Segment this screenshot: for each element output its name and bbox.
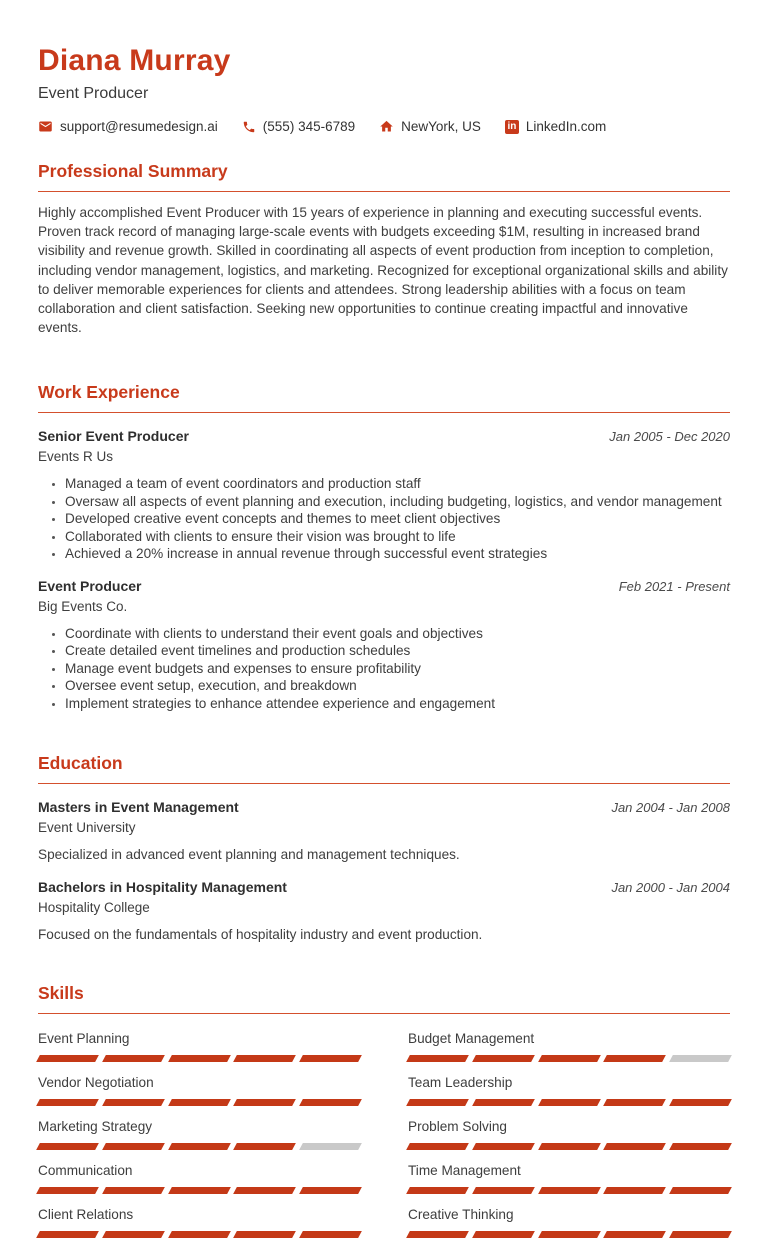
- skill-item: [408, 1074, 730, 1106]
- skill-bar-segment-filled: [538, 1055, 601, 1062]
- section-heading-skills: Skills: [38, 982, 730, 1014]
- skill-bar: [38, 1187, 360, 1194]
- contact-phone: [242, 119, 355, 134]
- contact-location: [379, 119, 481, 134]
- skill-bar-segment-filled: [36, 1099, 99, 1106]
- skill-bar-segment-filled: [102, 1187, 165, 1194]
- skill-bar-segment-filled: [234, 1143, 297, 1150]
- skill-bar-segment-filled: [669, 1099, 732, 1106]
- skill-bar: [38, 1055, 360, 1062]
- phone-icon: [242, 120, 256, 134]
- job-bullet-list: [38, 475, 730, 563]
- skill-item: [408, 1162, 730, 1194]
- bullet-item: • Developed creative event concepts and themes to meet client objectives: [65, 510, 730, 528]
- person-name: Diana Murray: [38, 44, 231, 77]
- job-dates: Jan 2005 - Dec 2020: [609, 429, 730, 445]
- skill-bar: [38, 1143, 360, 1150]
- bullet-item: • Create detailed event timelines and production schedules: [65, 642, 730, 660]
- skill-bar-segment-filled: [168, 1055, 231, 1062]
- degree-title: Masters in Event Management: [38, 799, 239, 816]
- contact-linkedin: [505, 119, 606, 134]
- person-job-title: Event Producer: [38, 85, 149, 102]
- degree-school: Hospitality College: [38, 900, 150, 916]
- skill-bar-segment-filled: [168, 1231, 231, 1238]
- skill-name: Client Relations: [38, 1207, 134, 1223]
- skill-bar-segment-filled: [406, 1187, 469, 1194]
- skill-bar-segment-filled: [604, 1187, 667, 1194]
- skill-bar-segment-filled: [36, 1187, 99, 1194]
- skill-bar-segment-filled: [299, 1187, 362, 1194]
- skill-name: Vendor Negotiation: [38, 1075, 154, 1091]
- section-work-experience: [38, 381, 730, 712]
- contact-phone-text: (555) 345-6789: [262, 119, 356, 134]
- skill-bar-segment-filled: [604, 1143, 667, 1150]
- bullet-item: • Manage event budgets and expenses to ensure profitability: [65, 660, 730, 678]
- job-company: Big Events Co.: [38, 598, 128, 614]
- skill-bar-segment-filled: [669, 1187, 732, 1194]
- skill-bar: [408, 1055, 730, 1062]
- education-entry: [38, 878, 730, 944]
- skill-bar-segment-filled: [299, 1099, 362, 1106]
- skill-name: Event Planning: [38, 1031, 130, 1047]
- skill-bar-segment-filled: [406, 1143, 469, 1150]
- skill-name: Marketing Strategy: [38, 1119, 153, 1135]
- degree-description: Focused on the fundamentals of hospitality industry and event production.: [38, 927, 483, 943]
- resume-header: [38, 44, 730, 134]
- section-professional-summary: [38, 160, 730, 337]
- skill-bar-segment-filled: [36, 1231, 99, 1238]
- skill-bar-segment-empty: [299, 1143, 362, 1150]
- bullet-item: • Achieved a 20% increase in annual revenue through successful event strategies: [65, 545, 730, 563]
- skill-bar: [38, 1099, 360, 1106]
- degree-dates: Jan 2004 - Jan 2008: [611, 800, 730, 816]
- section-heading-education: Education: [38, 752, 730, 784]
- skill-bar: [408, 1099, 730, 1106]
- email-icon: [38, 119, 53, 134]
- skill-bar-segment-filled: [299, 1231, 362, 1238]
- contact-linkedin-text: LinkedIn.com: [525, 119, 607, 134]
- skill-bar-segment-filled: [472, 1099, 535, 1106]
- bullet-item: • Coordinate with clients to understand their event goals and objectives: [65, 625, 730, 643]
- contact-location-text: NewYork, US: [401, 119, 481, 134]
- education-entry: [38, 798, 730, 864]
- skill-name: Budget Management: [408, 1031, 535, 1047]
- skill-bar-segment-filled: [168, 1143, 231, 1150]
- job-entry: [38, 577, 730, 713]
- degree-dates: Jan 2000 - Jan 2004: [611, 880, 730, 896]
- job-entry-head: [38, 577, 730, 595]
- skill-bar-segment-filled: [669, 1143, 732, 1150]
- skill-bar-segment-filled: [472, 1187, 535, 1194]
- job-title: Senior Event Producer: [38, 428, 189, 445]
- degree-school: Event University: [38, 820, 136, 836]
- skill-item: [408, 1118, 730, 1150]
- section-heading-summary: Professional Summary: [38, 160, 730, 192]
- job-bullet-list: [38, 625, 730, 713]
- skill-bar-segment-filled: [406, 1231, 469, 1238]
- skill-bar-segment-filled: [102, 1143, 165, 1150]
- education-entry-head: [38, 878, 730, 896]
- contact-row: [38, 119, 730, 134]
- skill-bar-segment-filled: [669, 1231, 732, 1238]
- skill-bar-segment-filled: [538, 1231, 601, 1238]
- job-entry-head: [38, 427, 730, 445]
- skill-bar-segment-filled: [538, 1143, 601, 1150]
- skill-bar: [408, 1187, 730, 1194]
- skill-name: Creative Thinking: [408, 1207, 514, 1223]
- skill-item: [38, 1206, 360, 1238]
- skill-bar: [38, 1231, 360, 1238]
- skill-bar-segment-filled: [472, 1231, 535, 1238]
- degree-title: Bachelors in Hospitality Management: [38, 879, 287, 896]
- skill-item: [38, 1074, 360, 1106]
- skill-bar-segment-filled: [406, 1055, 469, 1062]
- skill-bar-segment-filled: [538, 1187, 601, 1194]
- skill-bar-segment-filled: [538, 1099, 601, 1106]
- job-dates: Feb 2021 - Present: [618, 578, 730, 594]
- summary-text: Highly accomplished Event Producer with 15 years of experience in planning and executing successful events. Proven track record of managing large-scale events with budgets exceeding $1M, resulting in increased brand visibility and revenue growth. Skilled in coordinating all aspects of event production from inception to completion, including vendor management, logistics, and marketing. Recognized for exceptional organizational skills and ability to deliver memorable experiences for clients and attendees. Strong leadership abilities with a focus on team collaboration and client satisfaction. Seeking new opportunities to continue creating impactful and innovative events.: [38, 205, 728, 336]
- skill-item: [38, 1118, 360, 1150]
- bullet-item: • Collaborated with clients to ensure their vision was brought to life: [65, 528, 730, 546]
- skill-bar-segment-filled: [406, 1099, 469, 1106]
- section-education: [38, 752, 730, 944]
- skill-bar-segment-empty: [669, 1055, 732, 1062]
- contact-email: [38, 119, 218, 134]
- skill-bar-segment-filled: [234, 1187, 297, 1194]
- skill-name: Team Leadership: [408, 1075, 513, 1091]
- skill-name: Problem Solving: [408, 1119, 507, 1135]
- skill-bar-segment-filled: [36, 1055, 99, 1062]
- degree-description: Specialized in advanced event planning and management techniques.: [38, 847, 460, 863]
- skill-name: Time Management: [408, 1163, 521, 1179]
- bullet-item: • Managed a team of event coordinators and production staff: [65, 475, 730, 493]
- bullet-item: • Implement strategies to enhance attendee experience and engagement: [65, 695, 730, 713]
- bullet-item: • Oversaw all aspects of event planning and execution, including budgeting, logistics, and vendor management: [65, 493, 730, 511]
- skill-name: Communication: [38, 1163, 133, 1179]
- skill-item: [408, 1030, 730, 1062]
- skill-item: [38, 1030, 360, 1062]
- skill-bar: [408, 1231, 730, 1238]
- skill-bar-segment-filled: [299, 1055, 362, 1062]
- skill-bar-segment-filled: [234, 1231, 297, 1238]
- skill-bar-segment-filled: [168, 1099, 231, 1106]
- skills-grid: [38, 1030, 730, 1238]
- skill-bar-segment-filled: [604, 1055, 667, 1062]
- contact-email-text: support@resumedesign.ai: [60, 119, 218, 134]
- skill-bar-segment-filled: [102, 1231, 165, 1238]
- job-entry: [38, 427, 730, 563]
- skill-bar-segment-filled: [604, 1231, 667, 1238]
- skill-bar: [408, 1143, 730, 1150]
- section-skills: [38, 982, 730, 1238]
- bullet-item: • Oversee event setup, execution, and breakdown: [65, 677, 730, 695]
- home-icon: [379, 119, 394, 134]
- skill-bar-segment-filled: [234, 1055, 297, 1062]
- skill-item: [38, 1162, 360, 1194]
- job-company: Events R Us: [38, 449, 114, 465]
- skill-bar-segment-filled: [472, 1055, 535, 1062]
- job-title: Event Producer: [38, 577, 142, 594]
- skill-bar-segment-filled: [234, 1099, 297, 1106]
- skill-item: [408, 1206, 730, 1238]
- skill-bar-segment-filled: [102, 1099, 165, 1106]
- education-entry-head: [38, 798, 730, 816]
- skill-bar-segment-filled: [36, 1143, 99, 1150]
- skill-bar-segment-filled: [604, 1099, 667, 1106]
- skill-bar-segment-filled: [168, 1187, 231, 1194]
- section-heading-work: Work Experience: [38, 381, 730, 413]
- skill-bar-segment-filled: [102, 1055, 165, 1062]
- skill-bar-segment-filled: [472, 1143, 535, 1150]
- linkedin-icon: in: [505, 120, 519, 134]
